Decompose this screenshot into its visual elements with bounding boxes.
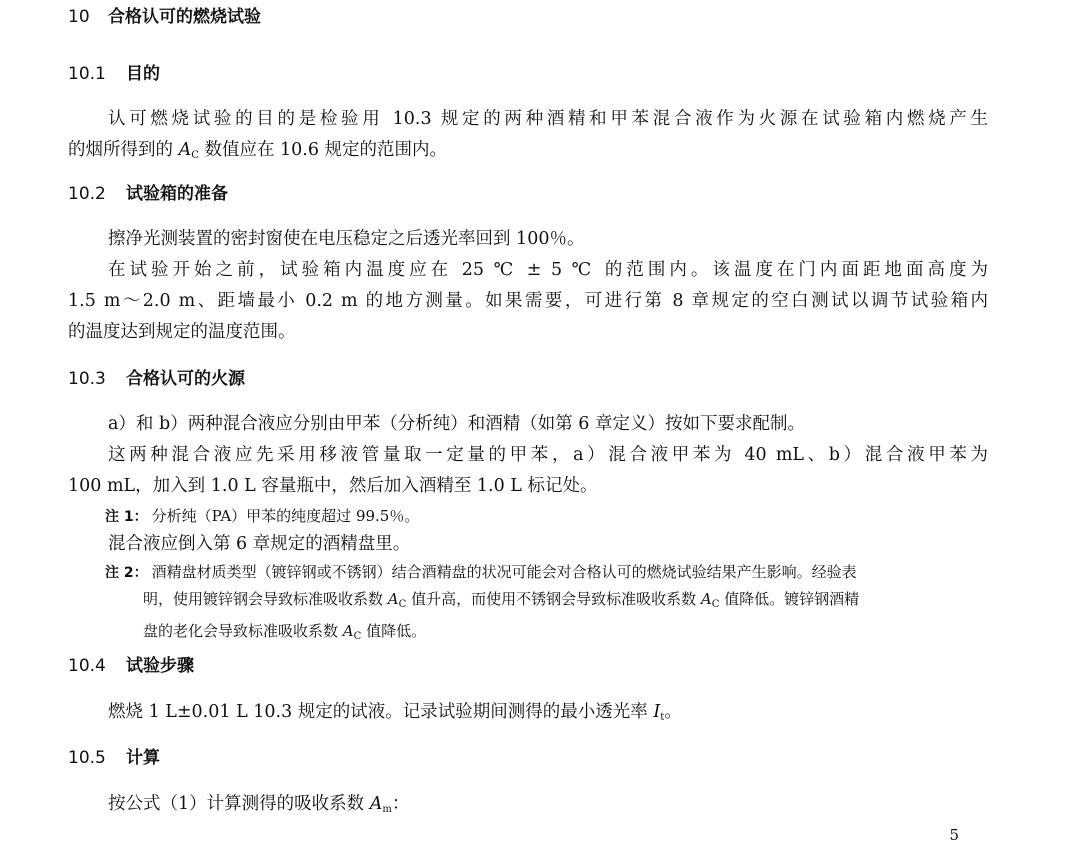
- paragraph-10-3-pour: [68, 529, 988, 560]
- section-number: 10.1: [68, 64, 106, 84]
- note-text: 酒精盘材质类型（镀锌钢或不锈钢）结合酒精盘的状况可能会对合格认可的燃烧试验结果产生影响。经验表: [151, 563, 857, 581]
- section-10-5-heading: [68, 747, 160, 769]
- section-10-4-heading: [68, 655, 194, 677]
- text-line: 的温度达到规定的温度范围。: [68, 322, 296, 342]
- section-number: 10.2: [68, 184, 106, 204]
- section-title: 目的: [126, 64, 160, 84]
- text-line: 1.5 m～2.0 m、距墙最小 0.2 m 的地方测量。如果需要，可进行第 8 章规定的空白测试以调节试验箱内: [68, 291, 988, 311]
- section-title: 合格认可的火源: [126, 369, 245, 389]
- note-1: [105, 503, 990, 530]
- section-title: 试验步骤: [126, 656, 194, 676]
- text-line: 燃烧 1 L±0.01 L 10.3 规定的试液。记录试验期间测得的最小透光率 $I_t$。: [108, 702, 682, 723]
- text-line: 按公式（1）计算测得的吸收系数 $A_m$：: [108, 794, 410, 815]
- text-line: 100 mL，加入到 1.0 L 容量瓶中，然后加入酒精至 1.0 L 标记处。: [68, 476, 598, 496]
- section-number: 10.3: [68, 369, 106, 389]
- text-line: a）和 b）两种混合液应分别由甲苯（分析纯）和酒精（如第 6 章定义）按如下要求配制。: [108, 414, 805, 434]
- text-line: 在试验开始之前，试验箱内温度应在 25 ℃ ± 5 ℃ 的范围内。该温度在门内面距地面高度为: [108, 260, 988, 280]
- text-line: 混合液应倒入第 6 章规定的酒精盘里。: [108, 534, 411, 554]
- text-line: 擦净光测装置的密封窗使在电压稳定之后透光率回到 100％。: [108, 229, 585, 249]
- section-title: 合格认可的燃烧试验: [108, 7, 261, 27]
- note-label: 注 1：: [105, 509, 148, 525]
- note-2: 注 2： 酒精盘材质类型（镀锌钢或不锈钢）结合酒精盘的状况可能会对合格认可的燃烧试验结果产生影响。经验表 明，使用镀锌钢会导致标准吸收系数 $A_C$ 值升高，而使用不锈钢会导致标准吸收系数 $A_C$ 值降低。镀锌钢酒精 盘的老化会导致标准吸收系数 $A_C$ 值降低。: [105, 563, 860, 642]
- paragraph-10-5: [68, 789, 988, 825]
- paragraph-10-3: [68, 409, 988, 502]
- text-line: 这两种混合液应先采用移液管量取一定量的甲苯，a）混合液甲苯为 40 mL、b）混合液甲苯为: [108, 445, 988, 465]
- text-line: 的烟所得到的 $A_C$ 数值应在 10.6 规定的范围内。: [68, 140, 448, 161]
- note-label: 注 2：: [105, 565, 148, 581]
- section-number: 10: [68, 7, 90, 27]
- page-number: 5: [949, 826, 959, 844]
- paragraph-10-1: [68, 104, 988, 171]
- paragraph-10-2: [68, 224, 988, 348]
- symbol-a: A: [178, 140, 192, 160]
- note-text: 分析纯（PA）甲苯的纯度超过 99.5％。: [151, 507, 420, 525]
- section-number: 10.5: [68, 748, 106, 768]
- section-title: 试验箱的准备: [126, 184, 228, 204]
- section-10-heading: [68, 6, 261, 28]
- section-title: 计算: [126, 748, 160, 768]
- section-10-3-heading: [68, 368, 245, 390]
- text-line: 认可燃烧试验的目的是检验用 10.3 规定的两种酒精和甲苯混合液作为火源在试验箱内燃烧产生: [108, 109, 988, 129]
- section-10-2-heading: [68, 183, 228, 205]
- section-10-1-heading: [68, 63, 160, 85]
- section-number: 10.4: [68, 656, 106, 676]
- symbol-subscript: C: [191, 150, 199, 161]
- paragraph-10-4: [68, 697, 988, 733]
